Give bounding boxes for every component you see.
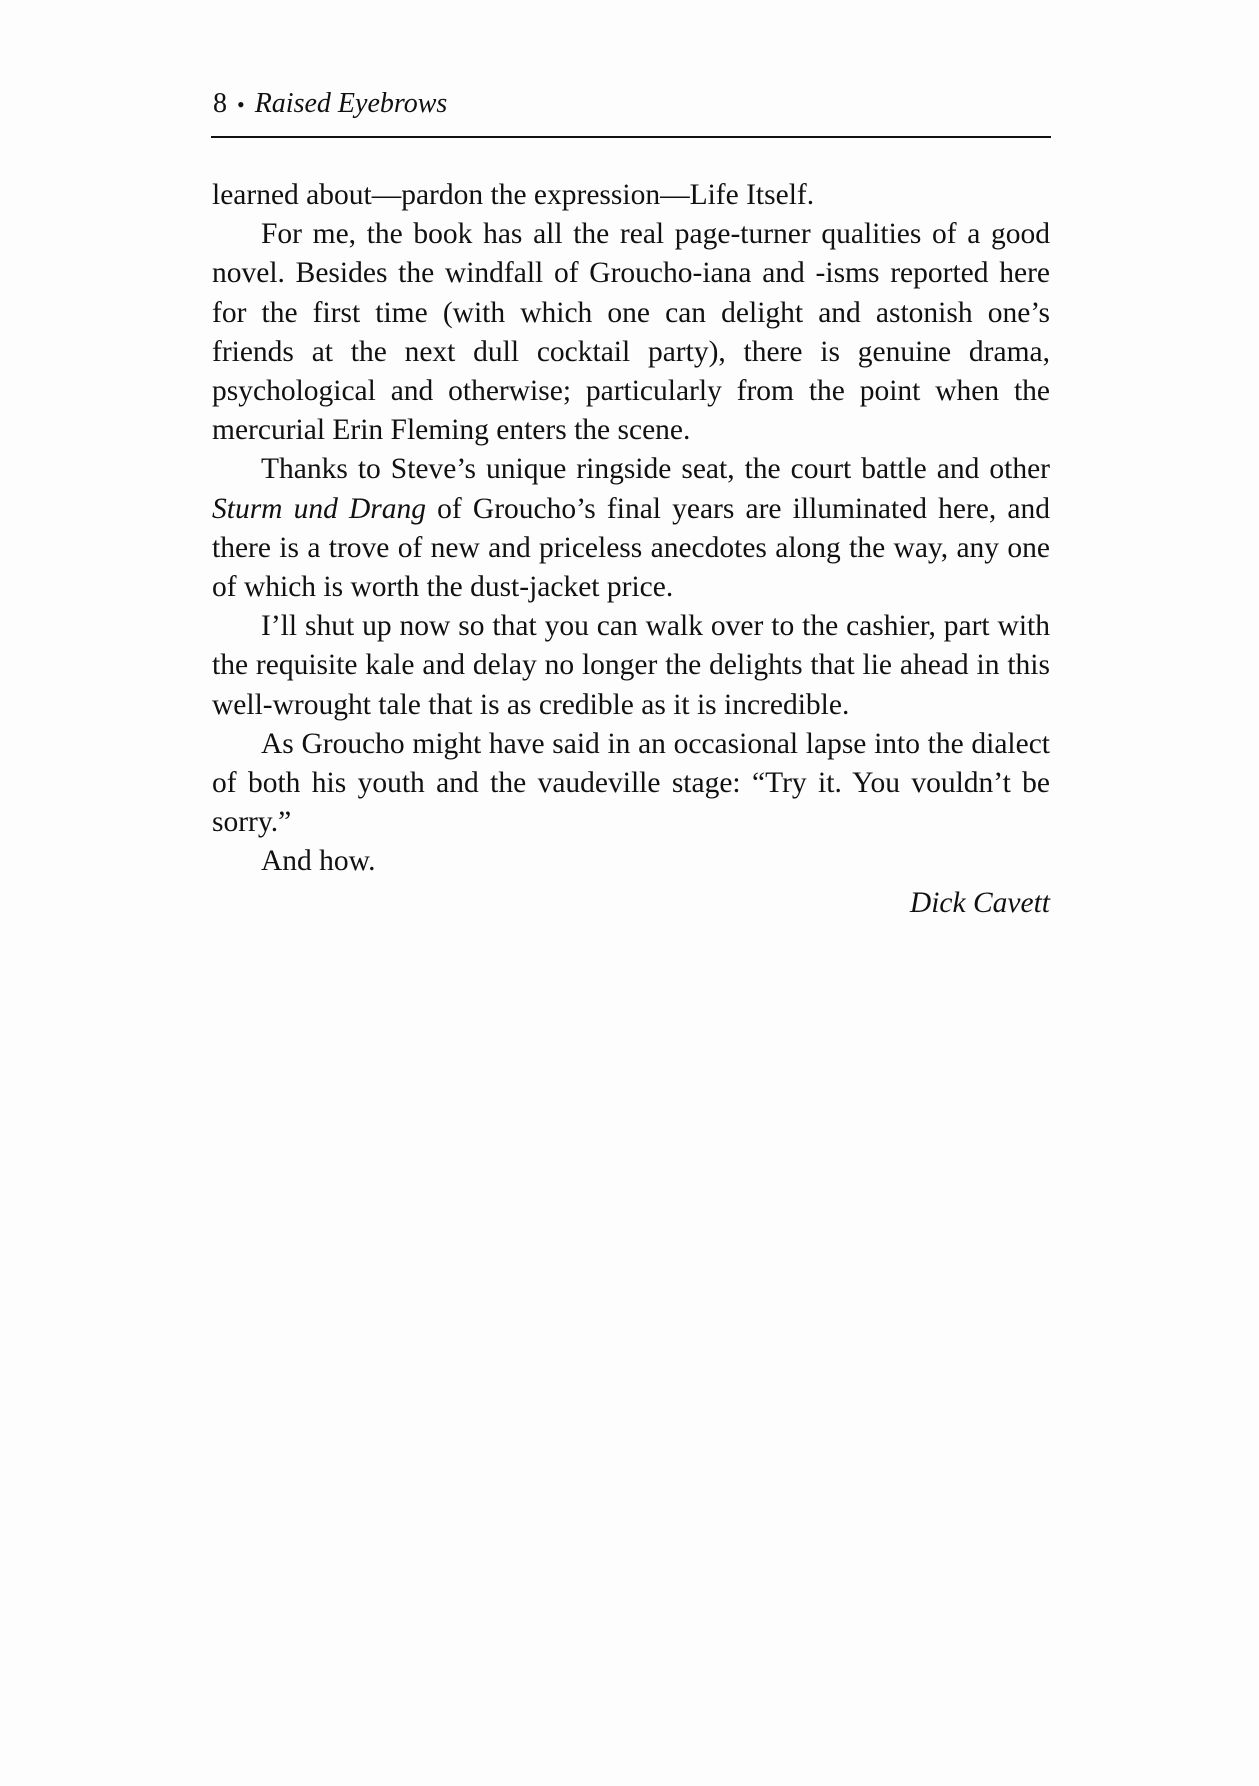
paragraph: I’ll shut up now so that you can walk over to the cashier, part with the requisite kale and delay no longer the delights that lie ahead in this well-wrought tale that is as credible as it is incredible. (212, 610, 1050, 721)
body-text (212, 176, 1050, 923)
header-rule (211, 136, 1051, 138)
paragraph: For me, the book has all the real page-turner qualities of a good novel. Besides the windfall of Groucho-iana and -isms reported here for the first time (with which one can delight and astonish one’s friends at the next dull cocktail party), there is genuine drama, psychological and otherwise; particularly from the point when the mercurial Erin Fleming enters the scene. (212, 218, 1050, 447)
paragraph (212, 450, 1050, 607)
paragraph-continuation: learned about—pardon the expression—Life Itself. (212, 179, 815, 211)
paragraph: And how. (261, 845, 376, 878)
emphasized-phrase: Sturm und Drang (212, 492, 427, 525)
paragraph-text: of Groucho’s final years are illuminated here, and there is a trove of new and priceless anecdotes along the way, any one of which is worth the dust-jacket price. (212, 492, 1051, 604)
bullet-separator: • (237, 92, 245, 117)
page-number: 8 (213, 88, 227, 119)
book-title: Raised Eyebrows (254, 88, 448, 119)
running-head (213, 86, 1051, 123)
author-signature: Dick Cavett (909, 886, 1050, 919)
paragraph-text: Thanks to Steve’s unique ringside seat, the court battle and other (261, 453, 1050, 486)
paragraph: As Groucho might have said in an occasional lapse into the dialect of both his youth and the vaudeville stage: “Try it. You vouldn’t be sorry.” (212, 727, 1050, 839)
